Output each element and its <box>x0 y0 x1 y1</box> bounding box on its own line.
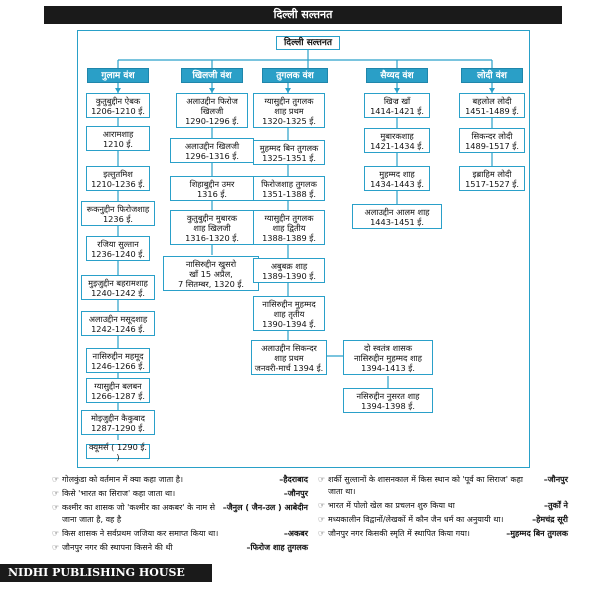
ruler-box: बहलोल लोदी 1451-1489 ई. <box>459 93 525 118</box>
hand-pointer-icon: ☞ <box>52 489 60 498</box>
hand-pointer-icon: ☞ <box>52 503 60 512</box>
fact-answer: –जैनुल ( जैन-उल ) आबेदीन <box>222 503 308 512</box>
fact-answer: –हेमचंद्र सूरी <box>532 515 568 524</box>
dynasty-header-lodi: लोदी वंश <box>461 68 523 83</box>
ruler-box: क्यूमर्स ( 1290 ई. ) <box>86 444 150 459</box>
fact-question: कश्मीर का शासक जो 'कश्मीर का अकबर' के नाम से जाना जाता है, वह है <box>62 503 216 524</box>
ruler-box: ग्यासुद्दीन तुगलक शाह प्रथम 1320-1325 ई. <box>253 93 325 128</box>
ruler-box: इब्राहिम लोदी 1517-1527 ई. <box>459 166 525 191</box>
hand-pointer-icon: ☞ <box>52 543 60 552</box>
ruler-box: अलाउद्दीन आलम शाह 1443-1451 ई. <box>352 204 442 229</box>
ruler-box: खिज्र खाँ 1414-1421 ई. <box>364 93 430 118</box>
ruler-box: कुतुबुद्दीन ऐबक 1206-1210 ई. <box>86 93 150 118</box>
ruler-box: सिकन्दर लोदी 1489-1517 ई. <box>459 128 525 153</box>
fact-answer: –जौनपुर <box>283 489 308 498</box>
ruler-box: ग्यासुद्दीन तुगलक शाह द्वितीय 1388-1389 ई. <box>253 210 325 245</box>
ruler-box: कुतुबुद्दीन मुबारक शाह खिलजी 1316-1320 ई. <box>170 210 254 245</box>
ruler-box: ग्यासुद्दीन बलबन 1266-1287 ई. <box>86 378 150 403</box>
facts-left <box>52 474 308 556</box>
fact-question: किसे 'भारत का सिराज' कहा जाता था। <box>62 489 176 498</box>
fact-item <box>52 474 308 486</box>
hand-pointer-icon: ☞ <box>52 529 60 538</box>
ruler-box: शिहाबुद्दीन उमर 1316 ई. <box>170 176 254 201</box>
root-node: दिल्ली सल्तनत <box>276 36 340 50</box>
hand-pointer-icon: ☞ <box>318 515 326 524</box>
ruler-box: मोइजुद्दीन कैकुबाद 1287-1290 ई. <box>81 410 155 435</box>
ruler-box: मुबारकशाह 1421-1434 ई. <box>364 128 430 153</box>
fact-answer: –अकबर <box>283 529 308 538</box>
hand-pointer-icon: ☞ <box>318 501 326 510</box>
ruler-box: मुहम्मद शाह 1434-1443 ई. <box>364 166 430 191</box>
fact-question: गोलकुंडा को वर्तमान में क्या कहा जाता है। <box>62 475 183 484</box>
publisher-banner: NIDHI PUBLISHING HOUSE <box>0 564 212 582</box>
ruler-box: आरामशाह 1210 ई. <box>86 126 150 151</box>
hand-pointer-icon: ☞ <box>52 475 60 484</box>
fact-item <box>52 502 308 526</box>
fact-item <box>318 528 568 540</box>
ruler-box: मुहम्मद बिन तुगलक 1325-1351 ई. <box>253 140 325 165</box>
facts-right <box>318 474 568 542</box>
ruler-box: फिरोजशाह तुगलक 1351-1388 ई. <box>253 176 325 201</box>
ruler-box: रजिया सुल्तान 1236-1240 ई. <box>86 236 150 261</box>
fact-answer: –हैदराबाद <box>279 475 308 484</box>
fact-answer: –जौनपुर <box>543 475 568 484</box>
page-title: दिल्ली सल्तनत <box>44 6 562 24</box>
fact-question: जौनपुर नगर किसकी स्मृति में स्थापित किया गया। <box>328 529 470 538</box>
hand-pointer-icon: ☞ <box>318 529 326 538</box>
ruler-box: अलाउद्दीन फिरोज खिलजी 1290-1296 ई. <box>176 93 248 128</box>
ruler-box: नासिरुद्दीन खुसरो खाँ 15 अप्रैल, 7 सितम्बर, 1320 ई. <box>163 256 259 291</box>
fact-question: जौनपुर नगर की स्थापना किसने की थी <box>62 543 173 552</box>
ruler-box: अलाउद्दीन मसूदशाह 1242-1246 ई. <box>81 311 155 336</box>
fact-question: भारत में पोलो खेल का प्रचलन शुरु किया था <box>328 501 455 510</box>
dynasty-header-sayyid: सैय्यद वंश <box>366 68 428 83</box>
fact-answer: –तुर्कों ने <box>543 501 568 510</box>
fact-item <box>52 528 308 540</box>
dynasty-header-khilji: खिलजी वंश <box>181 68 243 83</box>
fact-question: मध्यकालीन विद्वानों/लेखकों में कौन जैन धर्म का अनुयायी था। <box>328 515 504 524</box>
branch-box: दो स्वतंत्र शासक नासिरुद्दीन मुहम्मद शाह 1394-1413 ई. <box>343 340 433 375</box>
fact-question: शर्की सुल्तानों के शासनकाल में किस स्थान को 'पूर्व का सिराज' कहा जाता था। <box>328 475 523 496</box>
dynasty-header-tughlaq: तुगलक वंश <box>262 68 328 83</box>
fact-item <box>318 474 568 498</box>
fact-item <box>318 514 568 526</box>
fact-answer: –फिरोज शाह तुगलक <box>246 543 308 552</box>
ruler-box: अलाउद्दीन सिकन्दर शाह प्रथम जनवरी-मार्च 1394 ई. <box>251 340 327 375</box>
ruler-box: इल्तुतमिश 1210-1236 ई. <box>86 166 150 191</box>
ruler-box: नासिरुद्दीन महमूद 1246-1266 ई. <box>86 348 150 373</box>
fact-answer: –मुहम्मद बिन तुगलक <box>506 529 568 538</box>
ruler-box: अबुबक्र शाह 1389-1390 ई. <box>253 258 325 283</box>
ruler-box: मुइजुद्दीन बहरामशाह 1240-1242 ई. <box>81 275 155 300</box>
ruler-box: अलाउद्दीन खिलजी 1296-1316 ई. <box>170 138 254 163</box>
fact-question: किस शासक ने सर्वप्रथम जजिया कर समाप्त किया था। <box>62 529 219 538</box>
ruler-box: रूकनुद्दीन फिरोजशाह 1236 ई. <box>81 201 155 226</box>
fact-item <box>318 500 568 512</box>
ruler-box: नासिरुद्दीन मुहम्मद शाह तृतीय 1390-1394 ई. <box>253 296 325 331</box>
dynasty-header-ghulam: गुलाम वंश <box>87 68 149 83</box>
fact-item <box>52 542 308 554</box>
hand-pointer-icon: ☞ <box>318 475 326 484</box>
branch-box: नसिरुद्दीन नुसरत शाह 1394-1398 ई. <box>343 388 433 413</box>
fact-item <box>52 488 308 500</box>
